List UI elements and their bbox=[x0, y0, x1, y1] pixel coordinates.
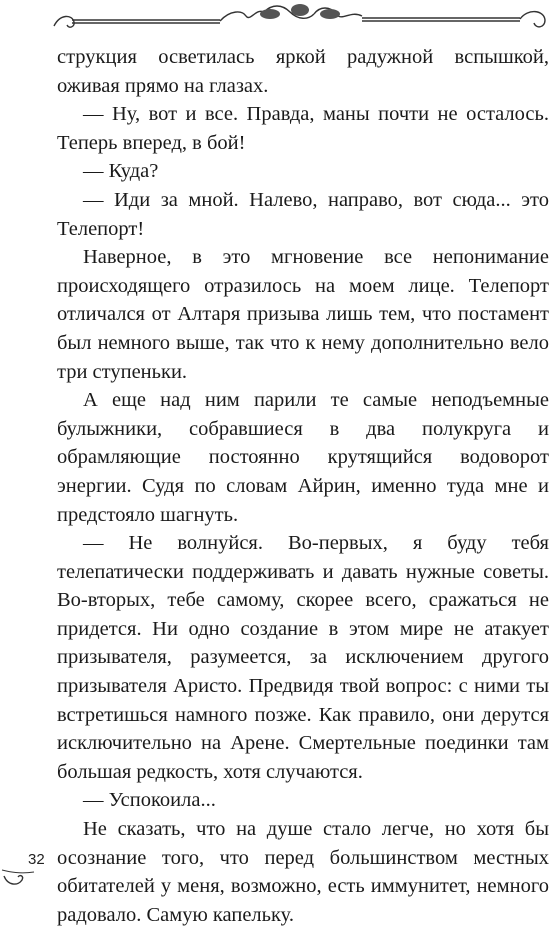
paragraph: А еще над ним парили те самые неподъемные булыжники, собравшиеся в два полукруга и обрамляющие постоянно крутящийся водоворот энергии. Судя по словам Айрин, именно туда мне и предстояло шагнуть. bbox=[57, 389, 549, 526]
paragraph: Не сказать, что на душе стало легче, но хотя бы осознание того, что перед большинством местных обитателей у меня, возможно, есть иммунитет, немного радовало. Самую капельку. bbox=[57, 818, 549, 926]
header-ornament bbox=[50, 0, 550, 40]
page-number: 32 bbox=[28, 851, 45, 868]
paragraph: — Ну, вот и все. Правда, маны почти не осталось. Теперь вперед, в бой! bbox=[57, 103, 549, 154]
page-text bbox=[57, 43, 549, 929]
paragraph: — Иди за мной. Налево, направо, вот сюда... это Телепорт! bbox=[57, 188, 549, 240]
paragraph: — Не волнуйся. Во-первых, я буду тебя телепатически поддерживать и давать нужные советы. Во-вторых, тебе самому, скорее всего, сражаться не придется. Ни одно создание в этом мире не атакует призывателя, разумеется, за исключением другого призывателя Аристо. Предвидя твой вопрос: с ними ты встретишься намного позже. Как правило, они дерутся исключительно на Арене. Смертельные поединки там большая редкость, хотя случаются. bbox=[57, 532, 549, 783]
paragraph: Наверное, в это мгновение все непонимание происходящего отразилось на моем лице. Телепорт отличался от Алтаря призыва лишь тем, что постамент был немного выше, так что к нему дополнительно вело три ступеньки. bbox=[57, 246, 549, 383]
paragraph: струкция осветилась яркой радужной вспышкой, оживая прямо на глазах. bbox=[57, 46, 549, 97]
paragraph: — Успокоила... bbox=[83, 789, 216, 812]
corner-ornament bbox=[0, 862, 60, 889]
paragraph: — Куда? bbox=[83, 160, 159, 183]
